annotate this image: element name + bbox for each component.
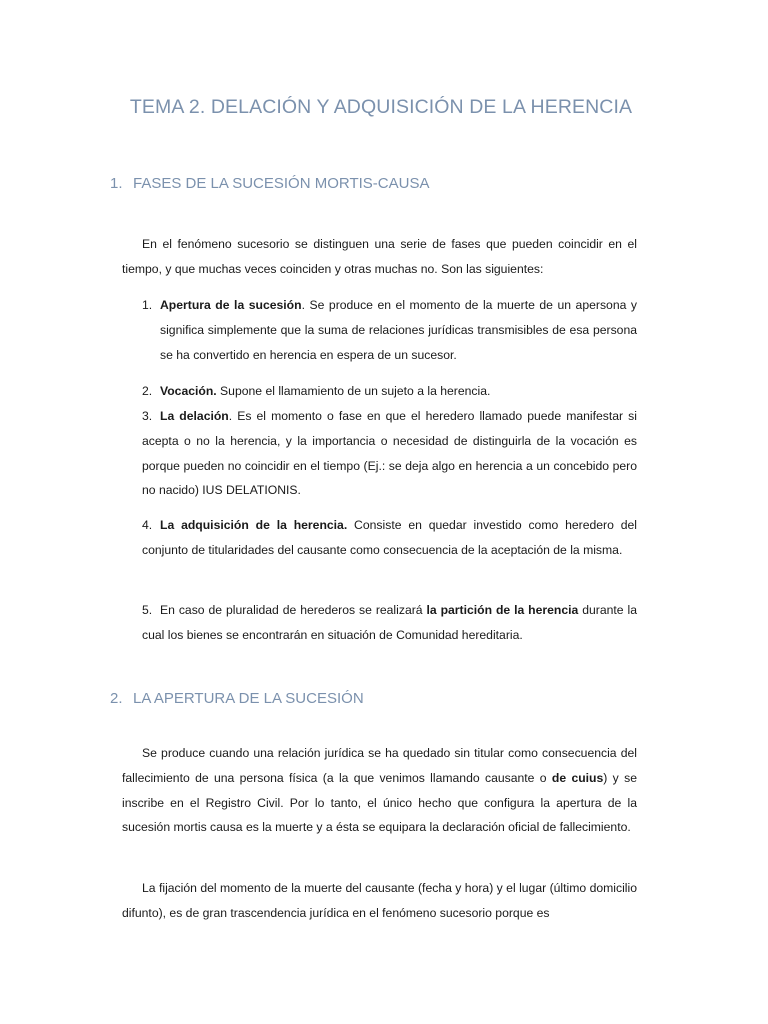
section-2-title: LA APERTURA DE LA SUCESIÓN (133, 690, 364, 707)
list-item-text: Consiste en quedar investido como heredero del conjunto de titularidades del causante como consecuencia de la aceptación de la misma. (142, 518, 637, 557)
list-item-number: 4. (142, 518, 153, 532)
list-item-number: 3. (142, 409, 153, 423)
list-item-term: Apertura de la sucesión (160, 298, 302, 312)
list-item-text: . Se produce en el momento de la muerte de un apersona y significa simplemente que la suma de relaciones jurídicas transmisibles de esa persona se ha convertido en herencia en espera de un sucesor. (160, 298, 637, 362)
list-item-5 (142, 598, 637, 648)
list-item-number: 1. (142, 298, 153, 312)
section-1-intro-text: En el fenómeno sucesorio se distinguen una serie de fases que pueden coincidir en el tiempo, y que muchas veces coinciden y otras muchas no. Son las siguientes: (122, 237, 637, 276)
paragraph-text: Se produce cuando una relación jurídica se ha quedado sin titular como consecuencia del fallecimiento de una persona física (a la que venimos llamando causante o (122, 746, 637, 785)
list-item-term: la partición de la herencia (426, 603, 579, 617)
list-item-number: 2. (142, 384, 153, 398)
section-2-heading (110, 690, 364, 707)
section-2-number: 2. (110, 690, 123, 707)
section-2-paragraph-2 (122, 876, 637, 926)
paragraph-text-continued: ) y se inscribe en el Registro Civil. Por lo tanto, el único hecho que configura la apertura de la sucesión mortis causa es la muerte y a ésta se equipara la declaración oficial de fallecimiento. (122, 770, 637, 835)
list-item-text: . Es el momento o fase en que el heredero llamado puede manifestar si acepta o no la herencia, y la importancia o necesidad de distinguirla de la vocación es porque pueden no coincidir en el tiempo (Ej.: se deja algo en herencia a un concebido pero no nacido) IUS DELATIONIS. (142, 409, 637, 498)
list-item-term: La adquisición de la herencia. (160, 518, 348, 532)
list-item-text: durante la cual los bienes se encontrarán en situación de Comunidad hereditaria. (142, 603, 637, 642)
section-1-intro (122, 232, 637, 282)
section-1-number: 1. (110, 175, 123, 192)
paragraph-text: La fijación del momento de la muerte del causante (fecha y hora) y el lugar (último domicilio difunto), es de gran trascendencia jurídica en el fenómeno sucesorio porque es (122, 881, 637, 920)
list-item-3 (142, 404, 637, 503)
list-item-text: Supone el llamamiento de un sujeto a la herencia. (216, 384, 491, 398)
paragraph-bold-term: de cuius (551, 770, 604, 785)
document-title: TEMA 2. DELACIÓN Y ADQUISICIÓN DE LA HERENCIA (129, 96, 633, 118)
list-item-lead: En caso de pluralidad de herederos se realizará (160, 603, 427, 617)
list-item-term: Vocación. (160, 384, 217, 398)
list-item-term: La delación (160, 409, 229, 423)
list-item-4 (142, 513, 637, 563)
list-item-number: 5. (142, 603, 153, 617)
list-item-1 (142, 293, 637, 367)
section-2-paragraph-1 (122, 741, 637, 840)
section-1-title: FASES DE LA SUCESIÓN MORTIS-CAUSA (133, 175, 430, 192)
section-1-heading (110, 175, 429, 192)
list-item-2 (142, 379, 637, 404)
